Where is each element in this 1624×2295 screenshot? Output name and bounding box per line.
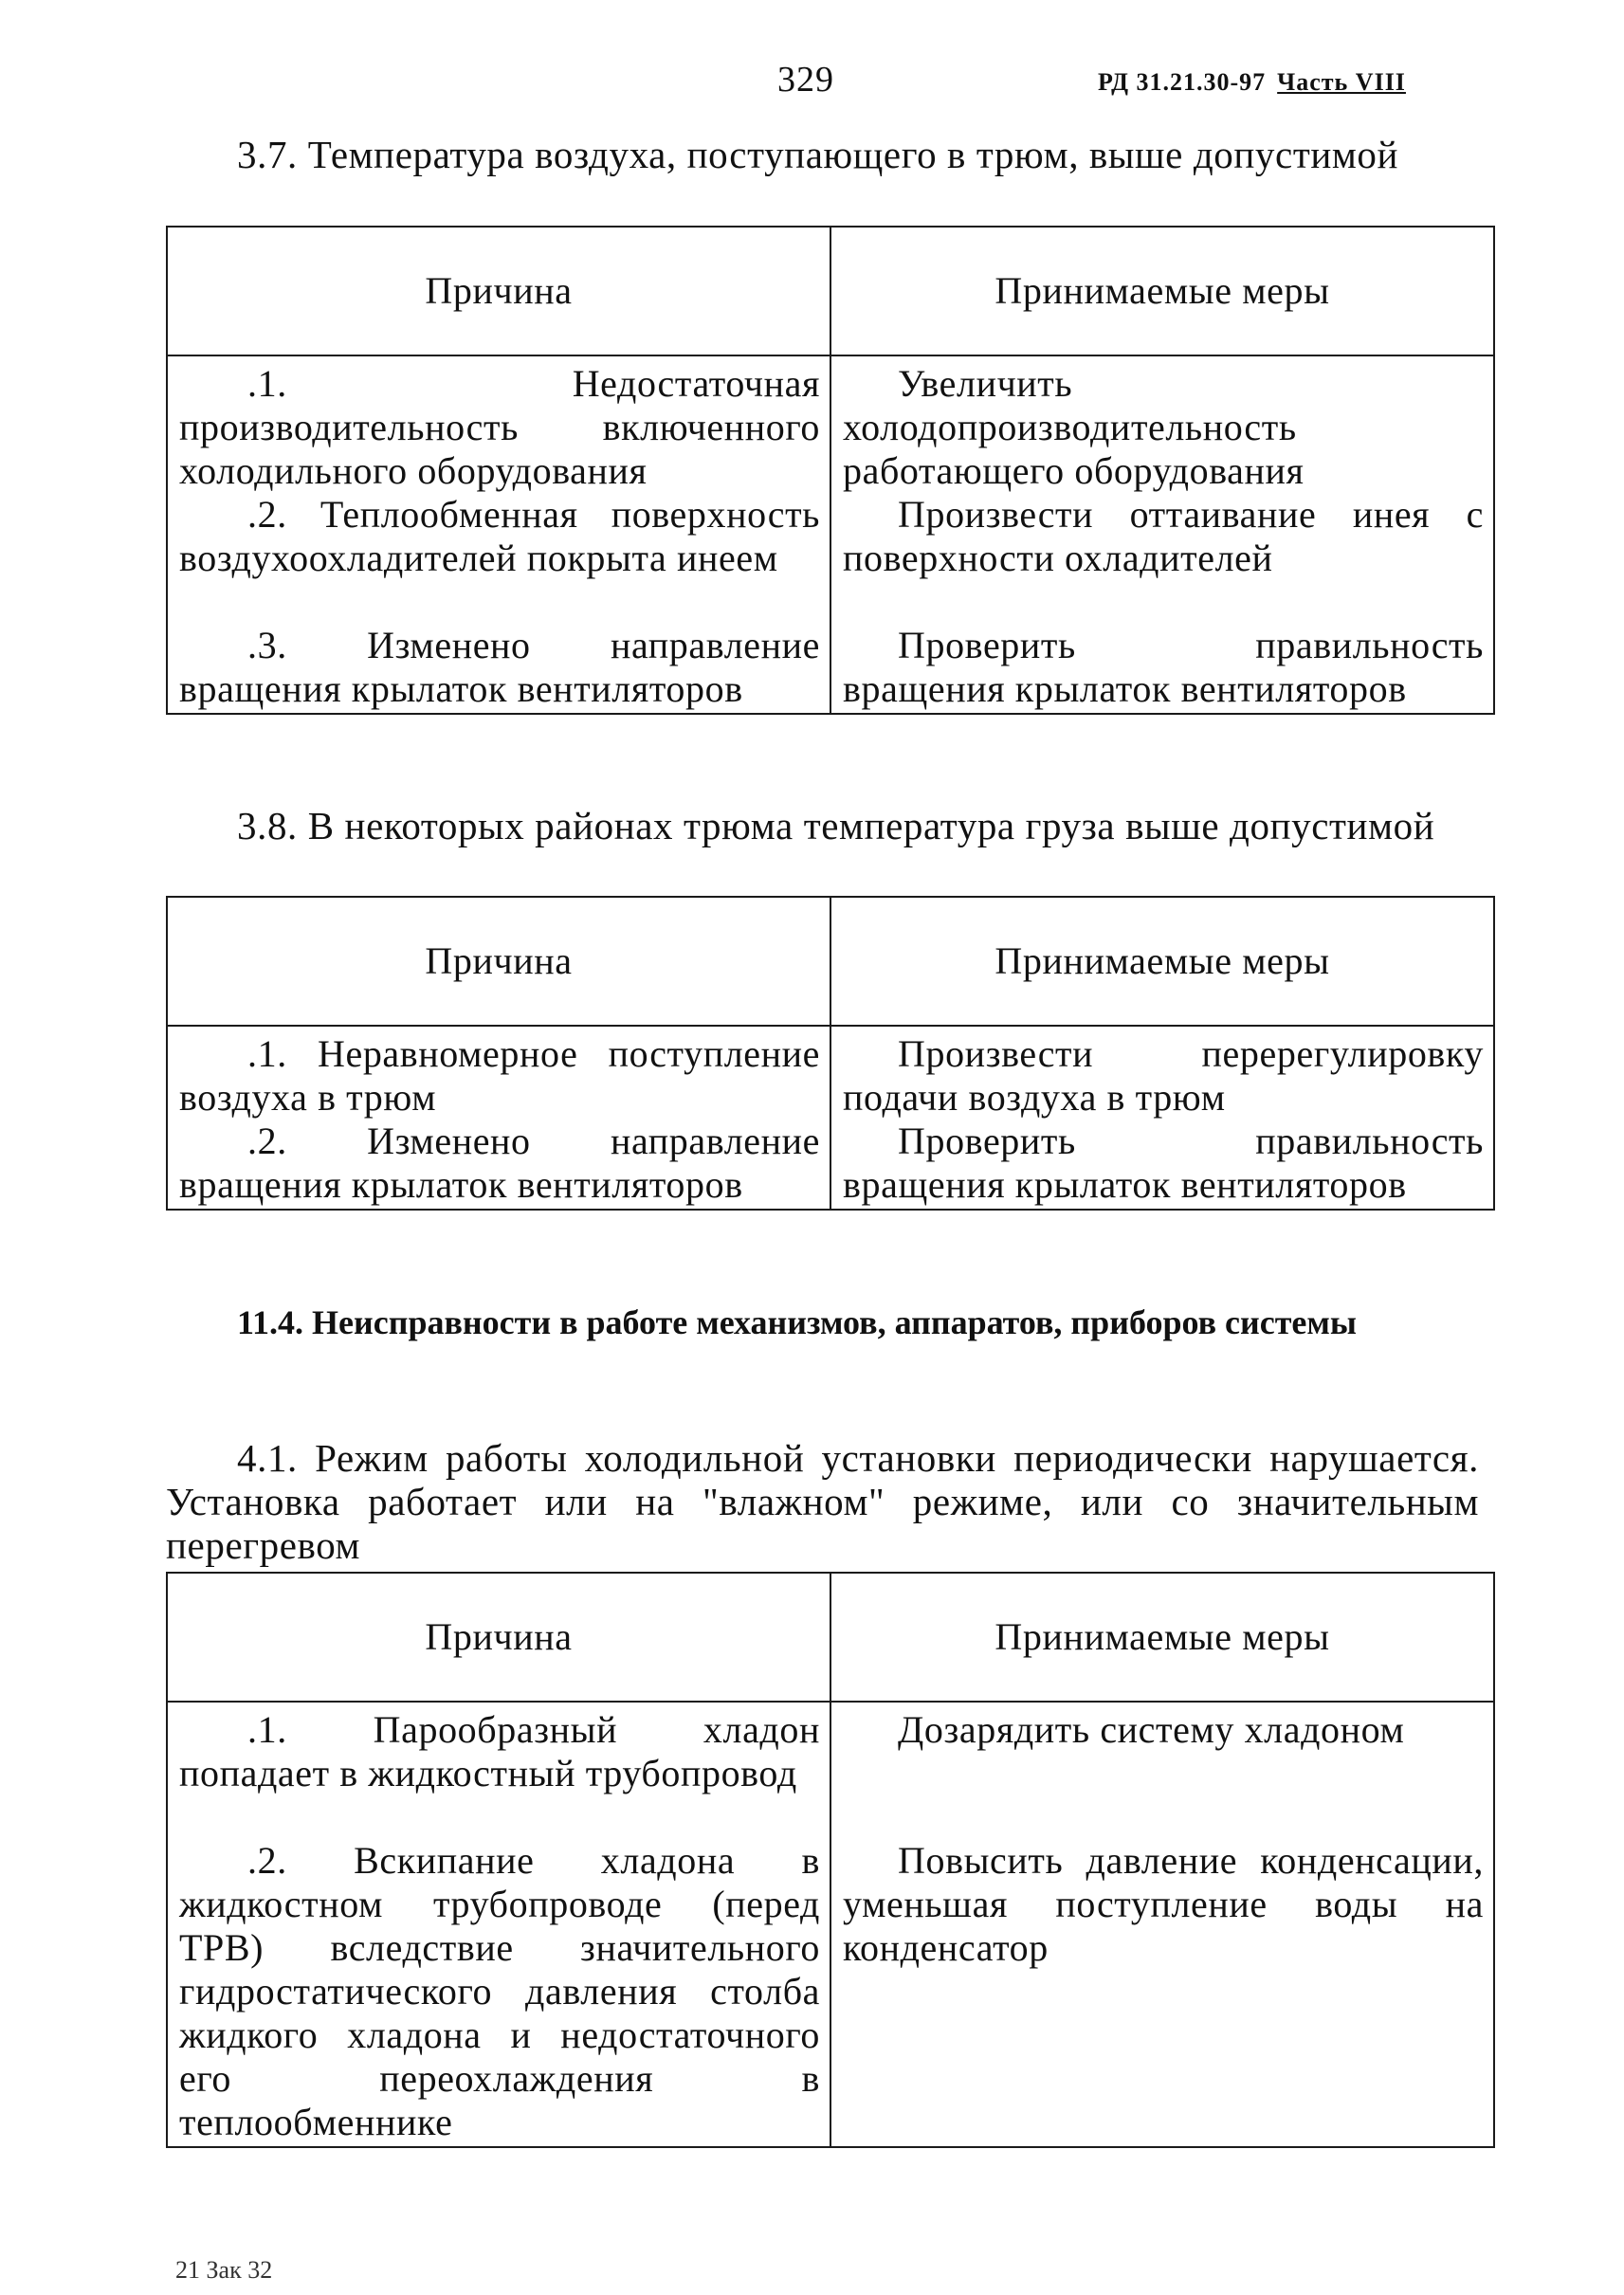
table-4-1 <box>166 1572 1495 2148</box>
measure-item: Повысить давление конденсации, уменьшая поступление воды на конденсатор <box>843 1839 1484 1969</box>
cause-item: .2. Изменено направление вращения крылаток вентиляторов <box>179 1120 820 1206</box>
column-header-cause: Причина <box>167 227 830 355</box>
measure-item: Произвести перерегулировку подачи воздуха в трюм <box>843 1032 1484 1119</box>
measures-cell <box>830 355 1494 714</box>
cause-item: .2. Вскипание хладона в жидкостном трубопроводе (перед ТРВ) вследствие значительного гидростатического давления столба жидкого хладона и недостаточного его переохлаждения в теплообменнике <box>179 1839 820 2143</box>
column-header-cause: Причина <box>167 897 830 1026</box>
measure-item: Произвести оттаивание инея с поверхности охладителей <box>843 493 1484 579</box>
cause-cell <box>167 355 830 714</box>
cause-item: .1. Парообразный хладон попадает в жидкостный трубопровод <box>179 1708 820 1794</box>
table-header-row <box>167 1573 1494 1702</box>
page-number: 329 <box>777 60 834 100</box>
table-header-row <box>167 897 1494 1026</box>
measure-item: Дозарядить систему хладоном <box>898 1708 1405 1751</box>
cause-item: .1. Недостаточная производительность включенного холодильного оборудования <box>179 362 820 492</box>
column-header-measures: Принимаемые меры <box>830 897 1494 1026</box>
running-header <box>1098 68 1406 97</box>
table-row <box>167 1702 1494 2147</box>
measure-item: Проверить правильность вращения крылаток вентиляторов <box>843 1120 1484 1206</box>
section-3-7-title: 3.7. Температура воздуха, поступающего в трюм, выше допустимой <box>237 133 1399 176</box>
section-4-1-title: 4.1. Режим работы холодильной установки периодически нарушается. Установка работает или на "влажном" режиме, или со значительным перегревом <box>166 1436 1479 1567</box>
measures-cell <box>830 1026 1494 1210</box>
cause-item: .1. Неравномерное поступление воздуха в трюм <box>179 1032 820 1119</box>
cause-cell <box>167 1026 830 1210</box>
footer-note: 21 Зак 32 <box>175 2256 273 2284</box>
table-3-8 <box>166 896 1495 1211</box>
document-code: РД 31.21.30-97 <box>1098 68 1267 96</box>
section-3-8-title: 3.8. В некоторых районах трюма температура груза выше допустимой <box>237 804 1435 847</box>
table-3-7 <box>166 226 1495 715</box>
table-row <box>167 355 1494 714</box>
measure-item: Проверить правильность вращения крылаток вентиляторов <box>843 624 1484 710</box>
cause-cell <box>167 1702 830 2147</box>
cause-item: .2. Теплообменная поверхность воздухоохладителей покрыта инеем <box>179 493 820 579</box>
measures-cell <box>830 1702 1494 2147</box>
document-part: Часть VIII <box>1277 68 1406 96</box>
table-row <box>167 1026 1494 1210</box>
column-header-measures: Принимаемые меры <box>830 1573 1494 1702</box>
column-header-measures: Принимаемые меры <box>830 227 1494 355</box>
section-11-4-heading: 11.4. Неисправности в работе механизмов, аппаратов, приборов системы <box>237 1303 1358 1341</box>
cause-item: .3. Изменено направление вращения крылаток вентиляторов <box>179 624 820 710</box>
measure-item: Увеличить холодопроизводительность работающего оборудования <box>843 362 1305 492</box>
column-header-cause: Причина <box>167 1573 830 1702</box>
table-header-row <box>167 227 1494 355</box>
